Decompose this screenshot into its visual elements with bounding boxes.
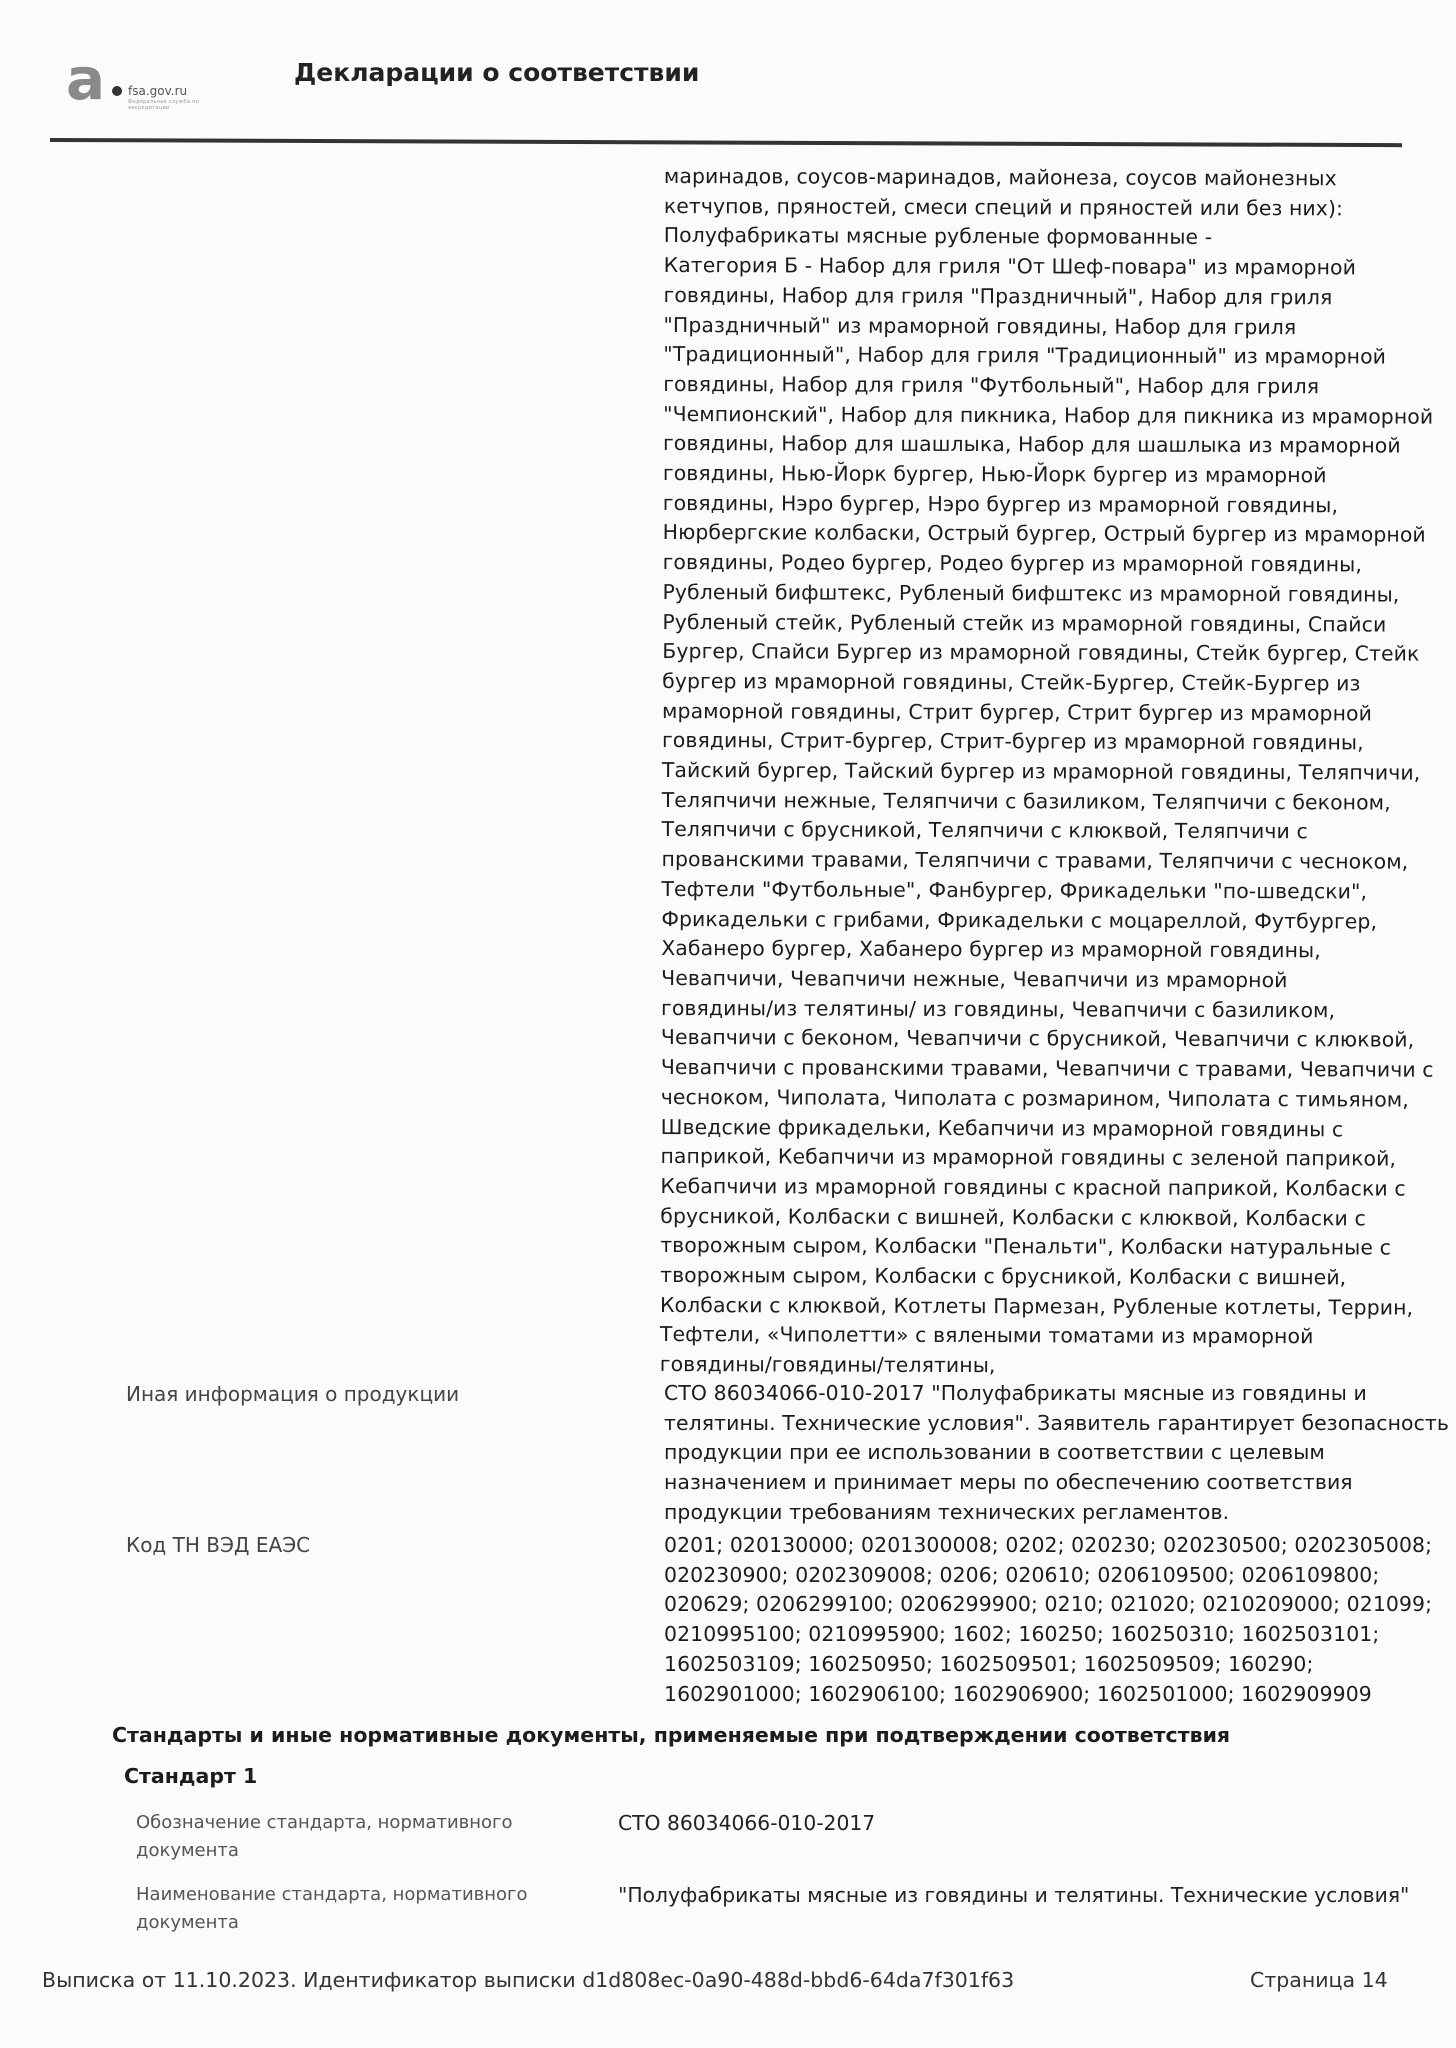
text-line: 020230900; 0202309008; 0206; 020610; 0206109500; 0206109800; [664,1562,1380,1587]
label-line: Наименование стандарта, нормативного [136,1884,528,1905]
product-description [659,162,1434,1382]
text-line: чесноком, Чиполата, Чиполата с розмарином, Чиполата с тимьяном, [660,1084,1409,1112]
standard-designation-label [136,1809,576,1865]
text-line: "Чемпионский", Набор для пикника, Набор для пикника из мраморной [663,401,1434,429]
text-line: говядины, Нью-Йорк бургер, Нью-Йорк бургер из мраморной [662,461,1327,488]
text-line: Теляпчичи с брусникой, Теляпчичи с клюквой, Теляпчичи с [661,817,1308,844]
text-line: 0210995100; 0210995900; 1602; 160250; 160250310; 1602503101; [664,1622,1380,1647]
standards-section-title: Стандарты и иные нормативные документы, применяемые при подтверждении соответствия [112,1723,1231,1747]
header-divider [50,138,1402,147]
text-line: продукции требованиям технических регламентов. [664,1499,1230,1524]
text-line: мраморной говядины, Стрит бургер, Стрит бургер из мраморной [662,698,1373,726]
text-line: говядины, Стрит-бургер, Стрит-бургер из мраморной говядины, [661,728,1364,755]
text-line: кетчупов, пряностей, смеси специй и пряностей или без них): [663,193,1344,221]
text-line: Фрикадельки с грибами, Фрикадельки с моцареллой, Футбургер, [661,906,1378,934]
text-line: 020629; 0206299100; 0206299900; 0210; 021020; 0210209000; 021099; [664,1592,1433,1617]
text-line: Полуфабрикаты мясные рубленые формованные - [663,223,1213,250]
text-line: говядины, Нэро бургер, Нэро бургер из мраморной говядины, [662,490,1339,518]
text-line: паприкой, Кебапчичи из мраморной говядины с зеленой паприкой, [660,1144,1397,1171]
text-line: назначением и принимает меры по обеспечению соответствия [664,1470,1353,1495]
text-line: говядины, Набор для гриля "Праздничный", Набор для гриля [663,282,1333,310]
logo-dot-icon [112,86,122,96]
text-line: 1602503109; 160250950; 1602509501; 1602509509; 160290; [664,1651,1314,1676]
text-line: 1602901000; 1602906100; 1602906900; 1602501000; 1602909909 [664,1681,1372,1706]
label-line: документа [136,1912,239,1933]
standard-designation-value: СТО 86034066-010-2017 [618,1811,876,1835]
text-line: Нюрбергские колбаски, Острый бургер, Острый бургер из мраморной [662,520,1426,548]
text-line: СТО 86034066-010-2017 "Полуфабрикаты мясные из говядины и [664,1381,1367,1405]
tn-ved-codes [664,1531,1433,1709]
text-line: Тайский бургер, Тайский бургер из мраморной говядины, Теляпчичи, [661,758,1421,785]
text-line: Бургер, Спайси Бургер из мраморной говядины, Стейк бургер, Стейк [662,639,1420,666]
fsa-logo-icon: a [66,45,106,113]
text-line: Рубленый бифштекс, Рубленый бифштекс из мраморной говядины, [662,579,1400,607]
text-line: Рубленый стейк, Рубленый стейк из мраморной говядины, Спайси [662,609,1387,637]
text-line: Чевапчичи с прованскими травами, Чевапчичи с травами, Чевапчичи с [660,1055,1434,1082]
other-info-label: Иная информация о продукции [126,1382,460,1406]
standard-name-value: "Полуфабрикаты мясные из говядины и телятины. Технические условия" [618,1883,1410,1907]
other-info-value [664,1379,1450,1528]
text-line: творожным сыром, Колбаски "Пенальти", Колбаски натуральные с [660,1233,1391,1260]
text-line: маринадов, соусов-маринадов, майонеза, соусов майонезных [663,163,1337,191]
page-title: Декларации о соответствии [294,58,700,87]
fsa-logo [66,45,216,113]
text-line: Шведские фрикадельки, Кебапчичи из мраморной говядины с [660,1114,1344,1141]
text-line: говядины/говядины/телятины, [659,1352,996,1378]
text-line: бургер из мраморной говядины, Стейк-Бургер, Стейк-Бургер из [662,668,1361,696]
label-line: документа [136,1840,239,1861]
text-line: телятины. Технические условия". Заявитель гарантирует безопасность [664,1410,1450,1435]
text-line: Чевапчичи, Чевапчичи нежные, Чевапчичи из мраморной [661,965,1288,993]
text-line: Тефтели "Футбольные", Фанбургер, Фрикадельки "по-шведски", [661,876,1368,904]
text-line: Теляпчичи нежные, Теляпчичи с базиликом, Теляпчичи с беконом, [661,787,1391,815]
text-line: прованскими травами, Теляпчичи с травами, Теляпчичи с чесноком, [661,847,1409,874]
text-line: Категория Б - Набор для гриля "От Шеф-повара" из мраморной [663,253,1356,280]
text-line: Чевапчичи с беконом, Чевапчичи с брусникой, Чевапчичи с клюквой, [660,1025,1415,1053]
text-line: говядины, Родео бургер, Родео бургер из мраморной говядины, [662,550,1363,577]
text-line: Кебапчичи из мраморной говядины с красной паприкой, Колбаски с [660,1173,1406,1201]
standard-name-label [136,1881,576,1937]
text-line: Хабанеро бургер, Хабанеро бургер из мраморной говядины, [661,936,1321,963]
text-line: говядины, Набор для шашлыка, Набор для шашлыка из мраморной [662,431,1401,458]
text-line: говядины, Набор для гриля "Футбольный", Набор для гриля [663,371,1320,399]
extract-info: Выписка от 11.10.2023. Идентификатор выписки d1d808ec-0a90-488d-bbd6-64da7f301f63 [42,1968,1015,1992]
standard-1-title: Стандарт 1 [124,1764,258,1788]
text-line: "Традиционный", Набор для гриля "Традиционный" из мраморной [663,342,1387,369]
tn-ved-label: Код ТН ВЭД ЕАЭС [126,1533,311,1557]
text-line: продукции при ее использовании в соответствии с целевым [664,1440,1325,1465]
site-name: fsa.gov.ru [128,84,188,98]
site-subtitle: Федеральная служба по аккредитации [128,99,199,111]
text-line: 0201; 020130000; 0201300008; 0202; 020230; 020230500; 0202305008; [664,1533,1433,1557]
label-line: Обозначение стандарта, нормативного [136,1812,513,1833]
page-number: Страница 14 [1250,1968,1388,1992]
text-line: говядины/из телятины/ из говядины, Чевапчичи с базиликом, [661,995,1336,1023]
text-line: брусникой, Колбаски с вишней, Колбаски с клюквой, Колбаски с [660,1203,1366,1231]
text-line: Колбаски с клюквой, Котлеты Пармезан, Рубленые котлеты, Террин, [659,1292,1414,1320]
text-line: творожным сыром, Колбаски с брусникой, Колбаски с вишней, [660,1263,1347,1290]
text-line: Тефтели, «Чиполетти» с вялеными томатами из мраморной [659,1322,1314,1349]
text-line: "Праздничный" из мраморной говядины, Набор для гриля [663,312,1297,339]
